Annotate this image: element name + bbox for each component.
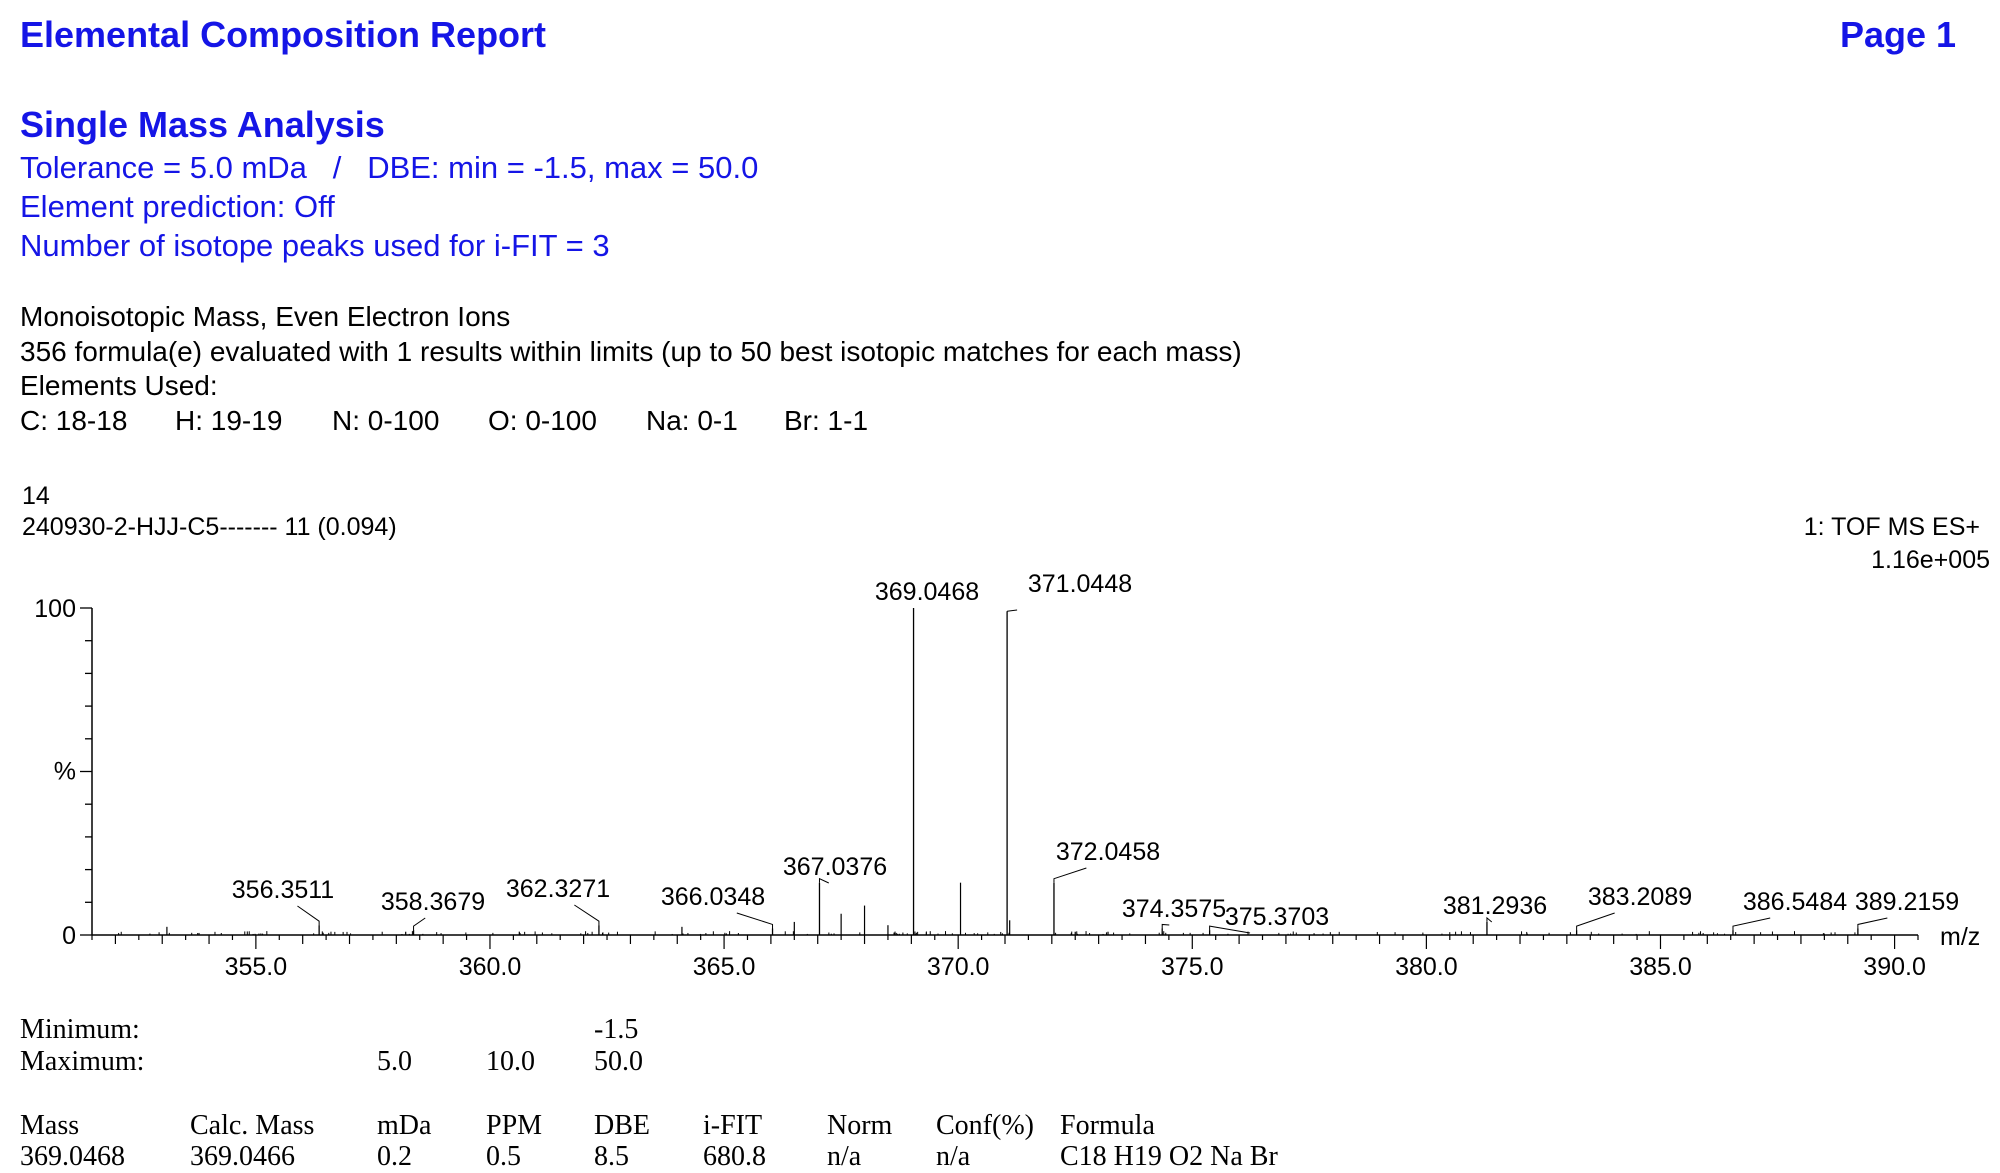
result-calc-mass: 369.0466 — [190, 1141, 295, 1172]
result-conf: n/a — [936, 1141, 971, 1172]
peak-label: 356.3511 — [231, 876, 335, 904]
ion-type-line: Monoisotopic Mass, Even Electron Ions — [20, 301, 511, 332]
peak-leader-line — [1007, 610, 1017, 611]
y-tick-label-0: 0 — [62, 922, 76, 950]
x-tick-label: 355.0 — [224, 953, 288, 981]
element-range-o: O: 0-100 — [488, 405, 597, 436]
maximum-label: Maximum: — [20, 1046, 145, 1077]
maximum-ppm: 10.0 — [486, 1046, 535, 1077]
element-prediction: Element prediction: Off — [20, 189, 335, 224]
col-header-norm: Norm — [827, 1110, 893, 1141]
formulae-evaluated-line: 356 formula(e) evaluated with 1 results within limits (up to 50 best isotopic matches for each mass) — [20, 336, 1242, 367]
x-tick-label: 380.0 — [1395, 953, 1458, 981]
peak-leader-line — [1858, 918, 1887, 928]
peak-leader-line — [297, 906, 319, 925]
peak-label: 374.3575 — [1121, 895, 1227, 923]
peak-leader-line — [737, 913, 773, 928]
tolerance-line: Tolerance = 5.0 mDa / DBE: min = -1.5, max = 50.0 — [20, 150, 759, 185]
scan-number: 14 — [22, 482, 50, 510]
peak-leader-line — [1162, 924, 1169, 928]
col-header-calc-mass: Calc. Mass — [190, 1110, 315, 1141]
base-peak-intensity: 1.16e+005 — [1871, 546, 1990, 574]
x-tick-label: 375.0 — [1161, 953, 1224, 981]
peak-label: 389.2159 — [1854, 888, 1960, 916]
isotope-peaks-line: Number of isotope peaks used for i-FIT = 3 — [20, 228, 610, 263]
x-tick-label: 360.0 — [458, 953, 522, 981]
x-tick-label: 390.0 — [1863, 953, 1926, 981]
result-formula: C18 H19 O2 Na Br — [1060, 1141, 1278, 1172]
x-tick-label: 365.0 — [692, 953, 756, 981]
page-label: Page 1 — [1840, 14, 1957, 55]
minimum-dbe: -1.5 — [594, 1014, 639, 1045]
chart-peak-labels — [232, 570, 1959, 933]
result-mass: 369.0468 — [20, 1141, 125, 1172]
result-norm: n/a — [827, 1141, 862, 1172]
element-range-h: H: 19-19 — [175, 405, 283, 436]
peak-label: 386.5484 — [1742, 888, 1848, 916]
peak-leader-line — [574, 905, 599, 925]
acquisition-mode: 1: TOF MS ES+ — [1803, 513, 1980, 541]
peak-label: 371.0448 — [1027, 570, 1133, 598]
col-header-ifit: i-FIT — [703, 1110, 763, 1141]
element-range-na: Na: 0-1 — [646, 405, 738, 436]
peak-label: 375.3703 — [1224, 903, 1330, 931]
col-header-mass: Mass — [20, 1110, 80, 1141]
peak-leader-line — [1577, 913, 1615, 930]
sample-name: 240930-2-HJJ-C5------- 11 (0.094) — [22, 513, 397, 541]
peak-leader-line — [414, 918, 426, 930]
peak-label: 369.0468 — [874, 578, 980, 606]
maximum-mda: 5.0 — [377, 1046, 412, 1077]
peak-label: 366.0348 — [660, 883, 766, 911]
col-header-formula: Formula — [1060, 1110, 1155, 1141]
report-title: Elemental Composition Report — [20, 14, 547, 55]
result-mda: 0.2 — [377, 1141, 412, 1172]
peak-leader-line — [1054, 868, 1086, 883]
col-header-mda: mDa — [377, 1110, 432, 1141]
peak-label: 381.2936 — [1442, 892, 1548, 920]
result-ifit: 680.8 — [703, 1141, 766, 1172]
col-header-conf: Conf(%) — [936, 1110, 1034, 1141]
minimum-label: Minimum: — [20, 1014, 140, 1045]
maximum-dbe: 50.0 — [594, 1046, 643, 1077]
col-header-dbe: DBE — [594, 1110, 650, 1141]
analysis-title: Single Mass Analysis — [20, 104, 385, 145]
y-axis-label: % — [53, 757, 76, 786]
x-tick-label: 385.0 — [1629, 953, 1692, 981]
peak-label: 362.3271 — [505, 875, 611, 903]
x-tick-label: 370.0 — [926, 953, 990, 981]
peak-label: 383.2089 — [1587, 883, 1693, 911]
peak-leader-line — [1733, 918, 1770, 930]
element-range-c: C: 18-18 — [20, 405, 128, 436]
x-axis-label: m/z — [1940, 923, 1981, 951]
result-ppm: 0.5 — [486, 1141, 521, 1172]
peak-label: 358.3679 — [380, 888, 486, 916]
element-range-br: Br: 1-1 — [784, 405, 869, 436]
element-range-n: N: 0-100 — [332, 405, 440, 436]
col-header-ppm: PPM — [486, 1110, 543, 1141]
result-dbe: 8.5 — [594, 1141, 629, 1172]
peak-label: 367.0376 — [782, 853, 888, 881]
peak-label: 372.0458 — [1055, 838, 1161, 866]
y-tick-label-100: 100 — [34, 595, 76, 623]
elements-used-label: Elements Used: — [20, 370, 218, 401]
